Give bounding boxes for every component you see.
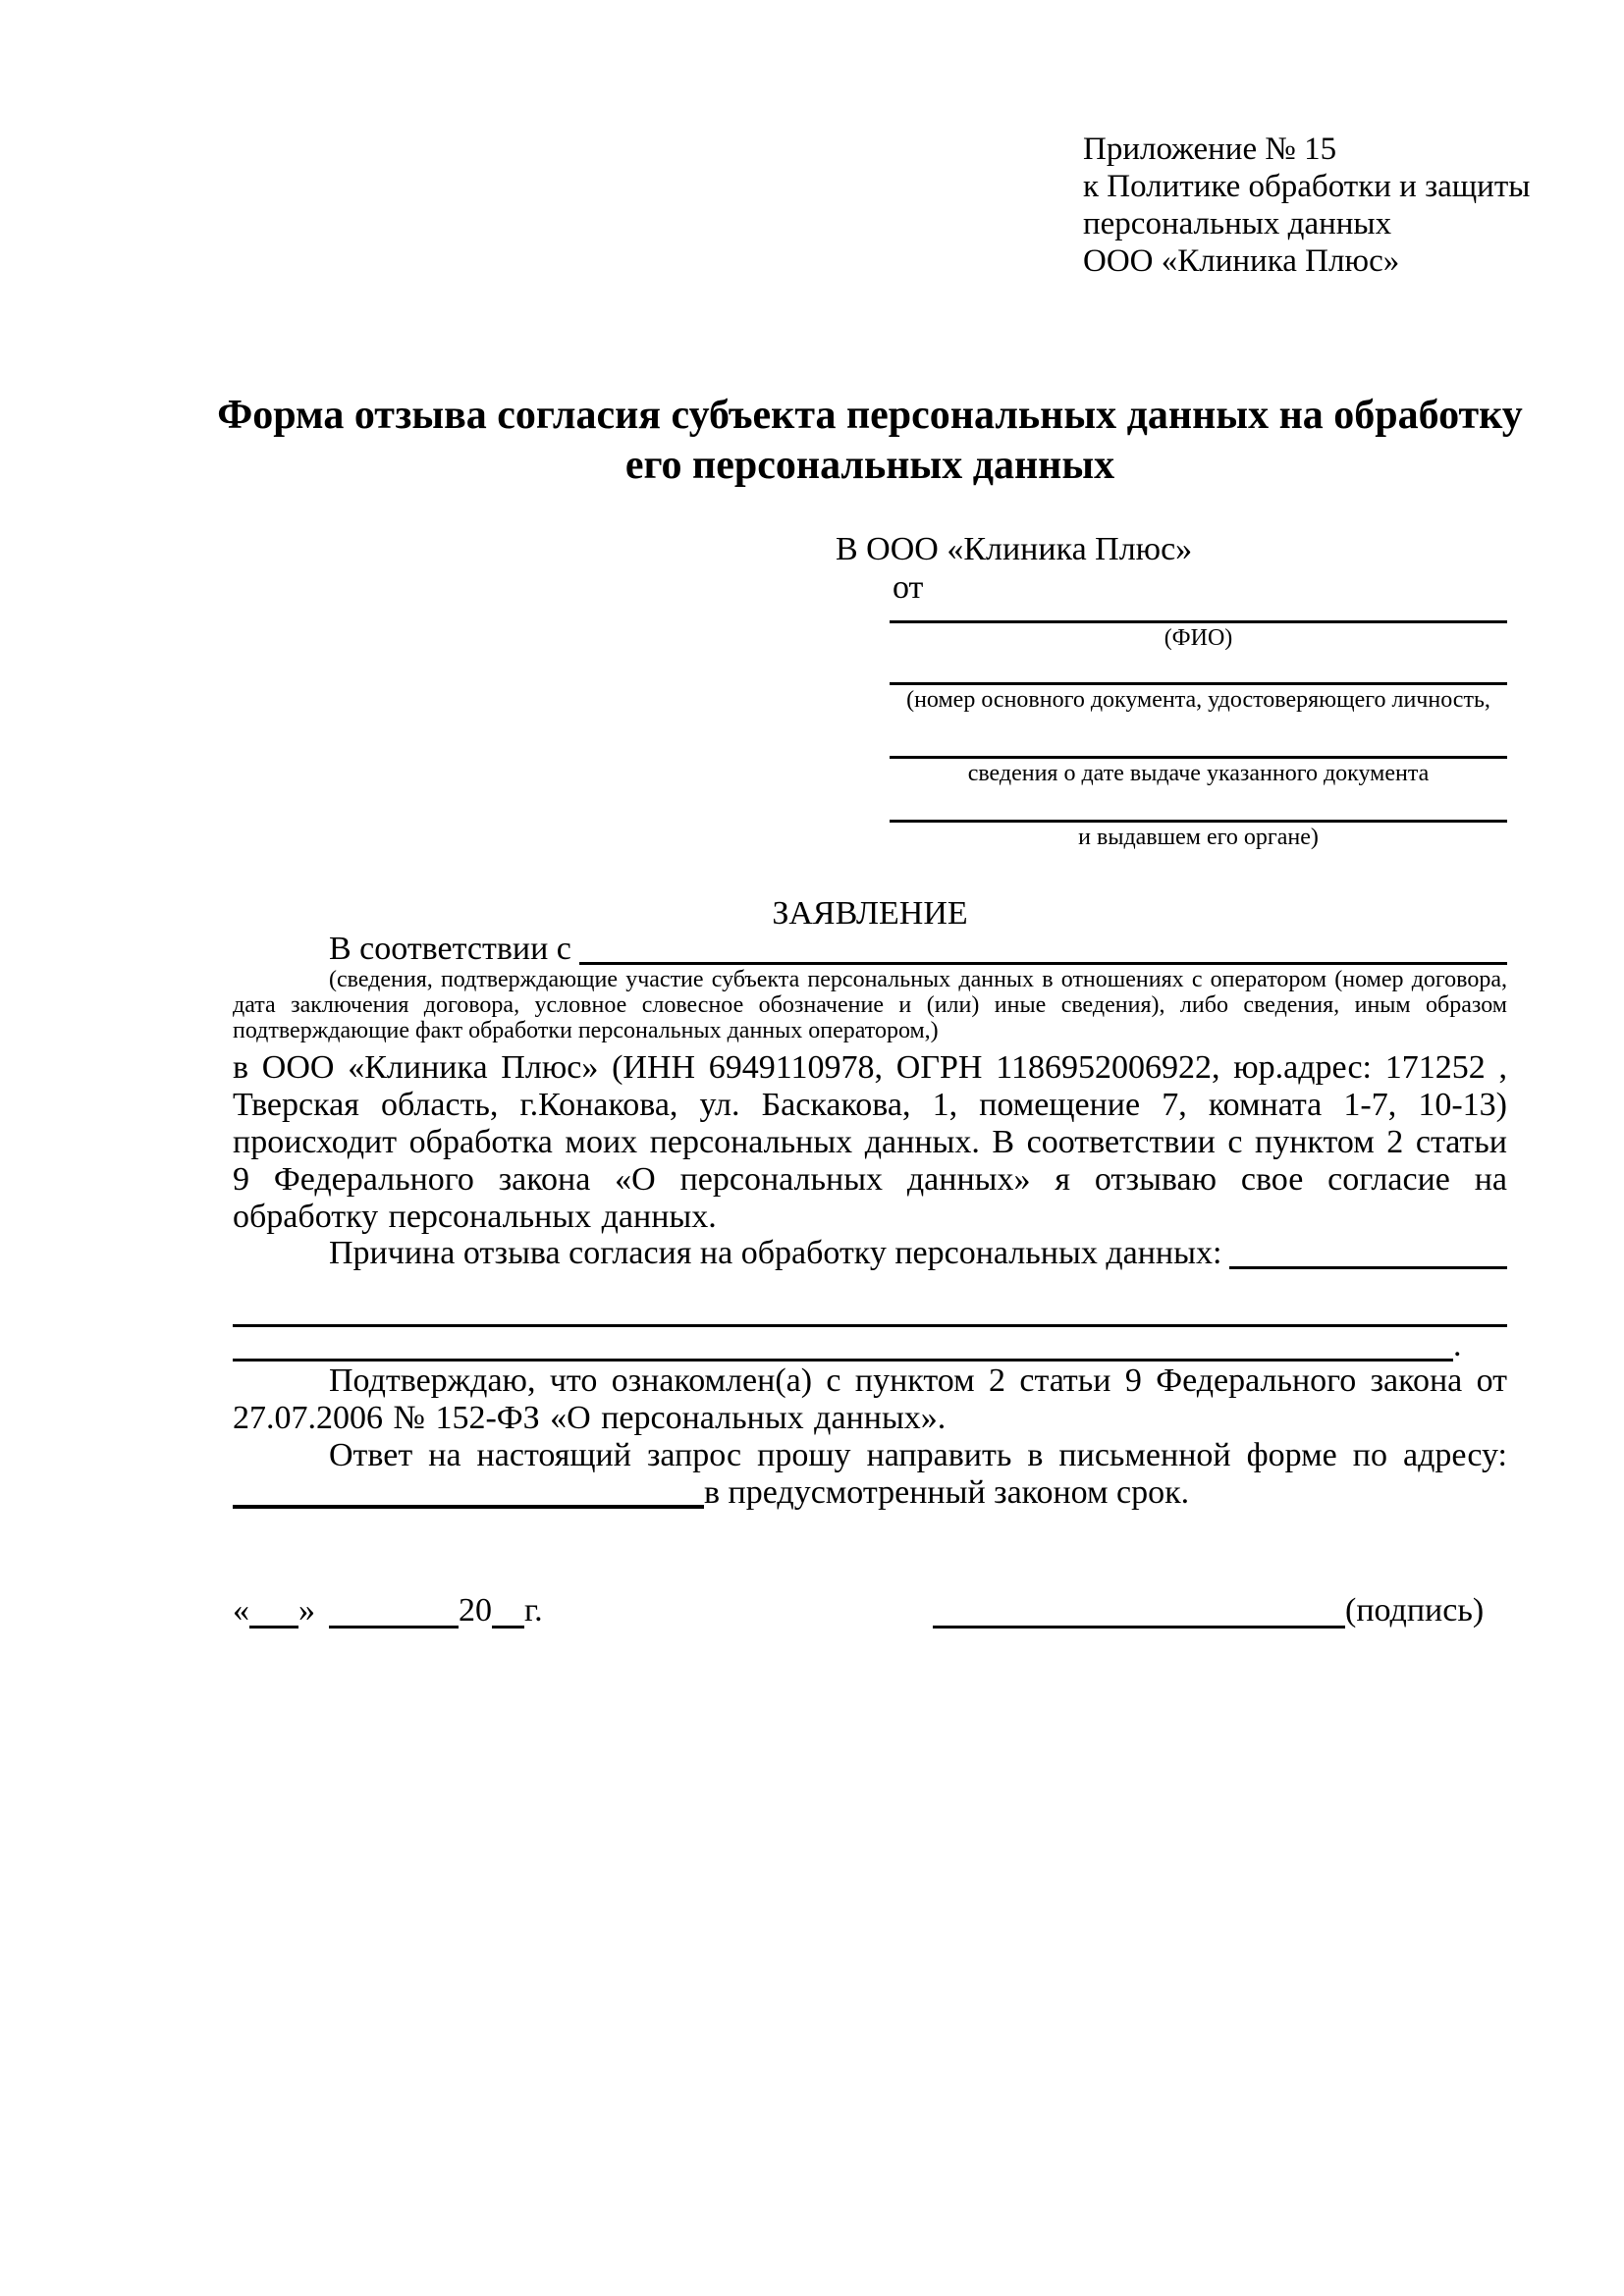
issue-date-blank-line	[890, 756, 1507, 759]
date-field	[233, 1592, 543, 1629]
issue-date-caption: сведения о дате выдаче указанного документа	[967, 761, 1430, 786]
accordance-blank-line	[579, 962, 1507, 965]
reply-suffix: в предусмотренный законом срок.	[704, 1474, 1190, 1511]
day-open-quote: «	[233, 1592, 249, 1629]
reason-blank-line	[1229, 1266, 1507, 1269]
appendix-line: к Политике обработки и защиты	[1083, 169, 1531, 204]
reason-prefix: Причина отзыва согласия на обработку персональных данных:	[329, 1235, 1222, 1271]
reply-address-line	[233, 1474, 1507, 1512]
doc-number-caption: (номер основного документа, удостоверяющего личность,	[906, 687, 1490, 713]
fio-caption: (ФИО)	[1164, 625, 1233, 651]
appendix-line: ООО «Клиника Плюс»	[1083, 243, 1400, 279]
accordance-line	[233, 931, 1507, 968]
recipient-organization: В ООО «Клиника Плюс»	[836, 531, 1193, 567]
signature-field	[933, 1592, 1484, 1629]
footnote-text: (сведения, подтверждающие участие субъекта персональных данных в отношениях с оператором (номер договора, дата заключения договора, условное словесное обозначение и (или) иные сведения), либо сведения, иным образом подтверждающие факт обработки персональных данных оператором,)	[233, 967, 1507, 1043]
doc-number-blank-line	[890, 682, 1507, 685]
period-mark: .	[1453, 1327, 1462, 1363]
year-blank	[492, 1626, 524, 1629]
signature-blank	[933, 1626, 1345, 1629]
authority-blank-line	[890, 820, 1507, 823]
main-paragraph: в ООО «Клиника Плюс» (ИНН 6949110978, ОГРН 1186952006922, юр.адрес: 171252 , Тверская область, г.Конакова, ул. Баскакова, 1, помещение 7, комната 1-7, 10-13) происходит обработка моих персональных данных. В соответствии с пунктом 2 статьи 9 Федерального закона «О персональных данных» я отзываю свое согласие на обработку персональных данных.	[233, 1049, 1507, 1235]
appendix-line: персональных данных	[1083, 206, 1392, 241]
day-blank	[249, 1626, 298, 1629]
appendix-line: Приложение № 15	[1083, 132, 1337, 167]
reason-line	[233, 1235, 1507, 1272]
address-blank-line	[233, 1505, 704, 1509]
reply-request-line: Ответ на настоящий запрос прошу направить в письменной форме по адресу:	[329, 1437, 1507, 1473]
month-blank	[329, 1626, 459, 1629]
fio-blank-line	[890, 620, 1507, 623]
year-suffix: г.	[524, 1592, 543, 1629]
appendix-note	[1083, 131, 1530, 280]
signature-caption: (подпись)	[1345, 1592, 1485, 1629]
day-close-quote: »	[298, 1592, 315, 1629]
statement-heading: ЗАЯВЛЕНИЕ	[772, 895, 968, 932]
from-label: от	[893, 569, 924, 606]
reason-blank-line-3	[233, 1327, 1507, 1364]
year-prefix: 20	[459, 1592, 492, 1629]
document-title: Форма отзыва согласия субъекта персональных данных на обработку его персональных данных	[217, 393, 1523, 488]
authority-caption: и выдавшем его органе)	[1078, 825, 1319, 850]
accordance-prefix: В соответствии с	[329, 931, 571, 967]
reason-blank-line-3-rule	[233, 1359, 1453, 1362]
confirmation-paragraph: Подтверждаю, что ознакомлен(а) с пунктом 2 статьи 9 Федерального закона от 27.07.2006 № 152-ФЗ «О персональных данных».	[233, 1362, 1507, 1436]
